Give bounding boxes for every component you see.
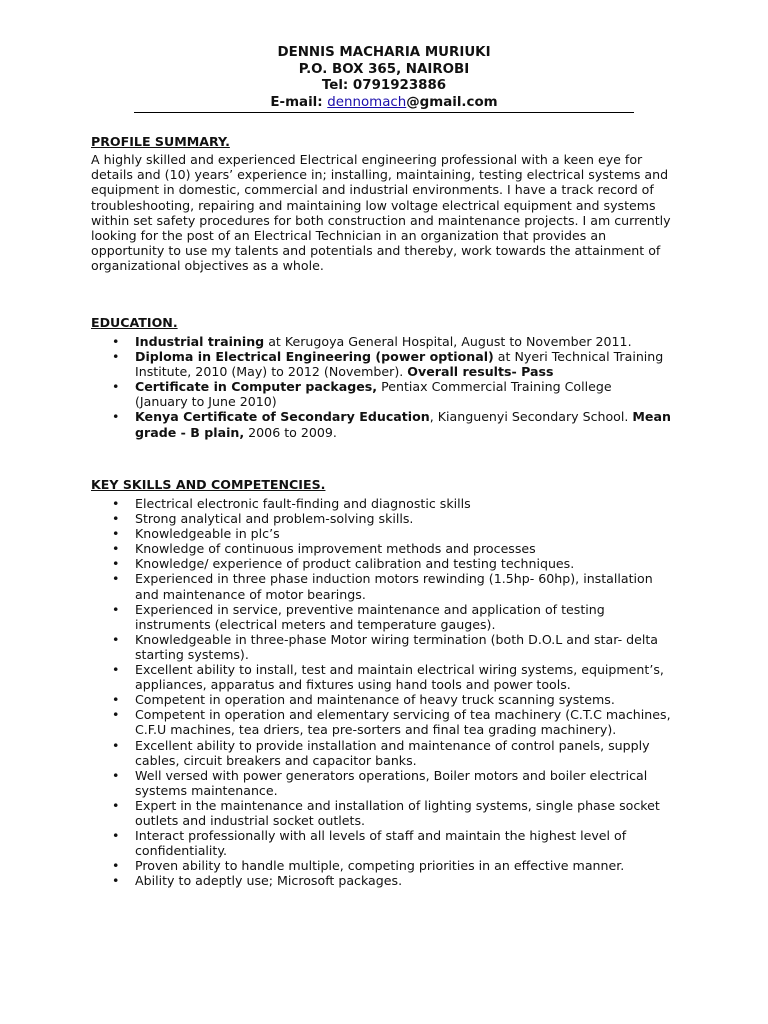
profile-line: within set safety procedures for both construction and maintenance projects. I am currently <box>91 212 671 228</box>
education-item: • Kenya Certificate of Secondary Education, Kianguenyi Secondary School. Mean grade - B plain, 2006 to 2009. <box>112 409 671 440</box>
skill-text: Strong analytical and problem-solving skills. <box>135 511 414 527</box>
skill-text: Knowledge of continuous improvement methods and processes <box>135 541 536 557</box>
bullet-icon: • <box>112 631 120 647</box>
resume-header <box>134 45 634 113</box>
bullet-icon: • <box>112 571 120 587</box>
profile-line: details and (10) years’ experience in; installing, maintaining, testing electrical systems and <box>91 167 669 183</box>
skill-text: Knowledge/ experience of product calibration and testing techniques. <box>135 556 575 572</box>
bullet-icon: • <box>112 409 120 425</box>
skill-text: C.F.U machines, tea driers, tea pre-sorters and final tea grading machinery). <box>135 722 617 738</box>
education-list <box>0 334 768 440</box>
skill-item <box>0 768 680 798</box>
skill-item <box>0 571 680 601</box>
skill-item <box>0 556 680 571</box>
skill-text: systems maintenance. <box>135 782 278 798</box>
skills-list <box>0 496 768 888</box>
bullet-icon: • <box>112 797 120 813</box>
email-label: E-mail: <box>270 94 328 110</box>
bullet-icon: • <box>112 873 120 889</box>
skill-item <box>0 738 680 768</box>
bullet-icon: • <box>112 496 120 511</box>
skill-item <box>0 541 680 556</box>
bullet-icon: • <box>112 601 120 617</box>
candidate-name: DENNIS MACHARIA MURIUKI <box>277 45 491 60</box>
profile-line: organizational objectives as a whole. <box>91 258 324 274</box>
email-line <box>134 95 634 112</box>
skill-text: outlets and industrial socket outlets. <box>135 812 366 828</box>
profile-line: opportunity to use my talents and potentials and thereby, work towards the attainment of <box>91 243 661 259</box>
skill-text: Electrical electronic fault-finding and diagnostic skills <box>135 496 471 511</box>
skill-text: Excellent ability to provide installation and maintenance of control panels, supply <box>135 737 650 753</box>
skill-text: and maintenance of motor bearings. <box>135 586 366 602</box>
bullet-icon: • <box>112 692 120 708</box>
bullet-icon: • <box>112 334 120 349</box>
email-link[interactable]: dennomach <box>327 94 407 110</box>
profile-line: troubleshooting, repairing and maintaining low voltage electrical equipment and systems <box>91 197 656 213</box>
bullet-icon: • <box>112 828 120 844</box>
skill-text: starting systems). <box>135 646 249 662</box>
skill-text: Experienced in three phase induction motors rewinding (1.5hp- 60hp), installation <box>135 571 653 587</box>
skill-text: Interact professionally with all levels of staff and maintain the highest level of <box>135 828 627 844</box>
skill-text: Well versed with power generators operations, Boiler motors and boiler electrical <box>135 767 648 783</box>
education-heading: EDUCATION. <box>91 315 178 330</box>
skill-text: Excellent ability to install, test and maintain electrical wiring systems, equipment’s, <box>135 662 664 678</box>
skill-text: Experienced in service, preventive maintenance and application of testing <box>135 601 605 617</box>
bullet-icon: • <box>112 379 120 395</box>
skill-text: Expert in the maintenance and installation of lighting systems, single phase socket <box>135 797 660 813</box>
key-skills-heading: KEY SKILLS AND COMPETENCIES. <box>91 477 326 492</box>
skill-text: instruments (electrical meters and temperature gauges). <box>135 616 496 632</box>
bullet-icon: • <box>112 858 120 874</box>
bullet-icon: • <box>112 737 120 753</box>
skill-item <box>0 511 680 526</box>
profile-summary-heading: PROFILE SUMMARY. <box>91 134 230 149</box>
bullet-icon: • <box>112 767 120 783</box>
education-item: • Certificate in Computer packages, Pentiax Commercial Training College (January to June 2010) <box>112 379 612 410</box>
bullet-icon: • <box>112 541 120 557</box>
skill-text: appliances, apparatus and fixtures using hand tools and power tools. <box>135 677 571 693</box>
skill-item <box>0 692 680 707</box>
skill-item <box>0 798 680 828</box>
skill-text: Proven ability to handle multiple, competing priorities in an effective manner. <box>135 858 625 874</box>
education-item: • Diploma in Electrical Engineering (power optional) at Nyeri Technical Training Institute, 2010 (May) to 2012 (November). Overall results- Pass <box>112 349 664 380</box>
profile-line: equipment in domestic, commercial and industrial environments. I have a track record of <box>91 182 654 198</box>
bullet-icon: • <box>112 707 120 723</box>
bullet-icon: • <box>112 526 120 542</box>
skill-item <box>0 828 680 858</box>
skill-item <box>0 707 680 737</box>
bullet-icon: • <box>112 662 120 678</box>
email-domain: @gmail.com <box>406 94 498 110</box>
skill-text: Knowledgeable in three-phase Motor wiring termination (both D.O.L and star- delta <box>135 631 659 647</box>
bullet-icon: • <box>112 511 120 527</box>
bullet-icon: • <box>112 349 120 365</box>
skill-item <box>0 662 680 692</box>
postal-address: P.O. BOX 365, NAIROBI <box>298 61 470 77</box>
skill-text: confidentiality. <box>135 843 228 859</box>
skill-item <box>0 873 680 888</box>
skill-text: Knowledgeable in plc’s <box>135 526 280 542</box>
profile-line: A highly skilled and experienced Electrical engineering professional with a keen eye for <box>91 152 643 167</box>
skill-item <box>0 496 680 511</box>
skill-item <box>0 602 680 632</box>
skill-item <box>0 858 680 873</box>
profile-line: looking for the post of an Electrical Technician in an organization that provides an <box>91 228 607 244</box>
skill-text: Ability to adeptly use; Microsoft packages. <box>135 873 403 889</box>
skill-item <box>0 632 680 662</box>
skill-text: Competent in operation and elementary servicing of tea machinery (C.T.C machines, <box>135 707 671 723</box>
education-item: • Industrial training at Kerugoya General Hospital, August to November 2011. <box>112 334 632 349</box>
skill-text: cables, circuit breakers and capacitor banks. <box>135 752 417 768</box>
telephone: Tel: 0791923886 <box>321 78 447 93</box>
skill-text: Competent in operation and maintenance of heavy truck scanning systems. <box>135 692 615 708</box>
bullet-icon: • <box>112 556 120 572</box>
profile-summary-text <box>91 152 671 274</box>
skill-item <box>0 526 680 541</box>
